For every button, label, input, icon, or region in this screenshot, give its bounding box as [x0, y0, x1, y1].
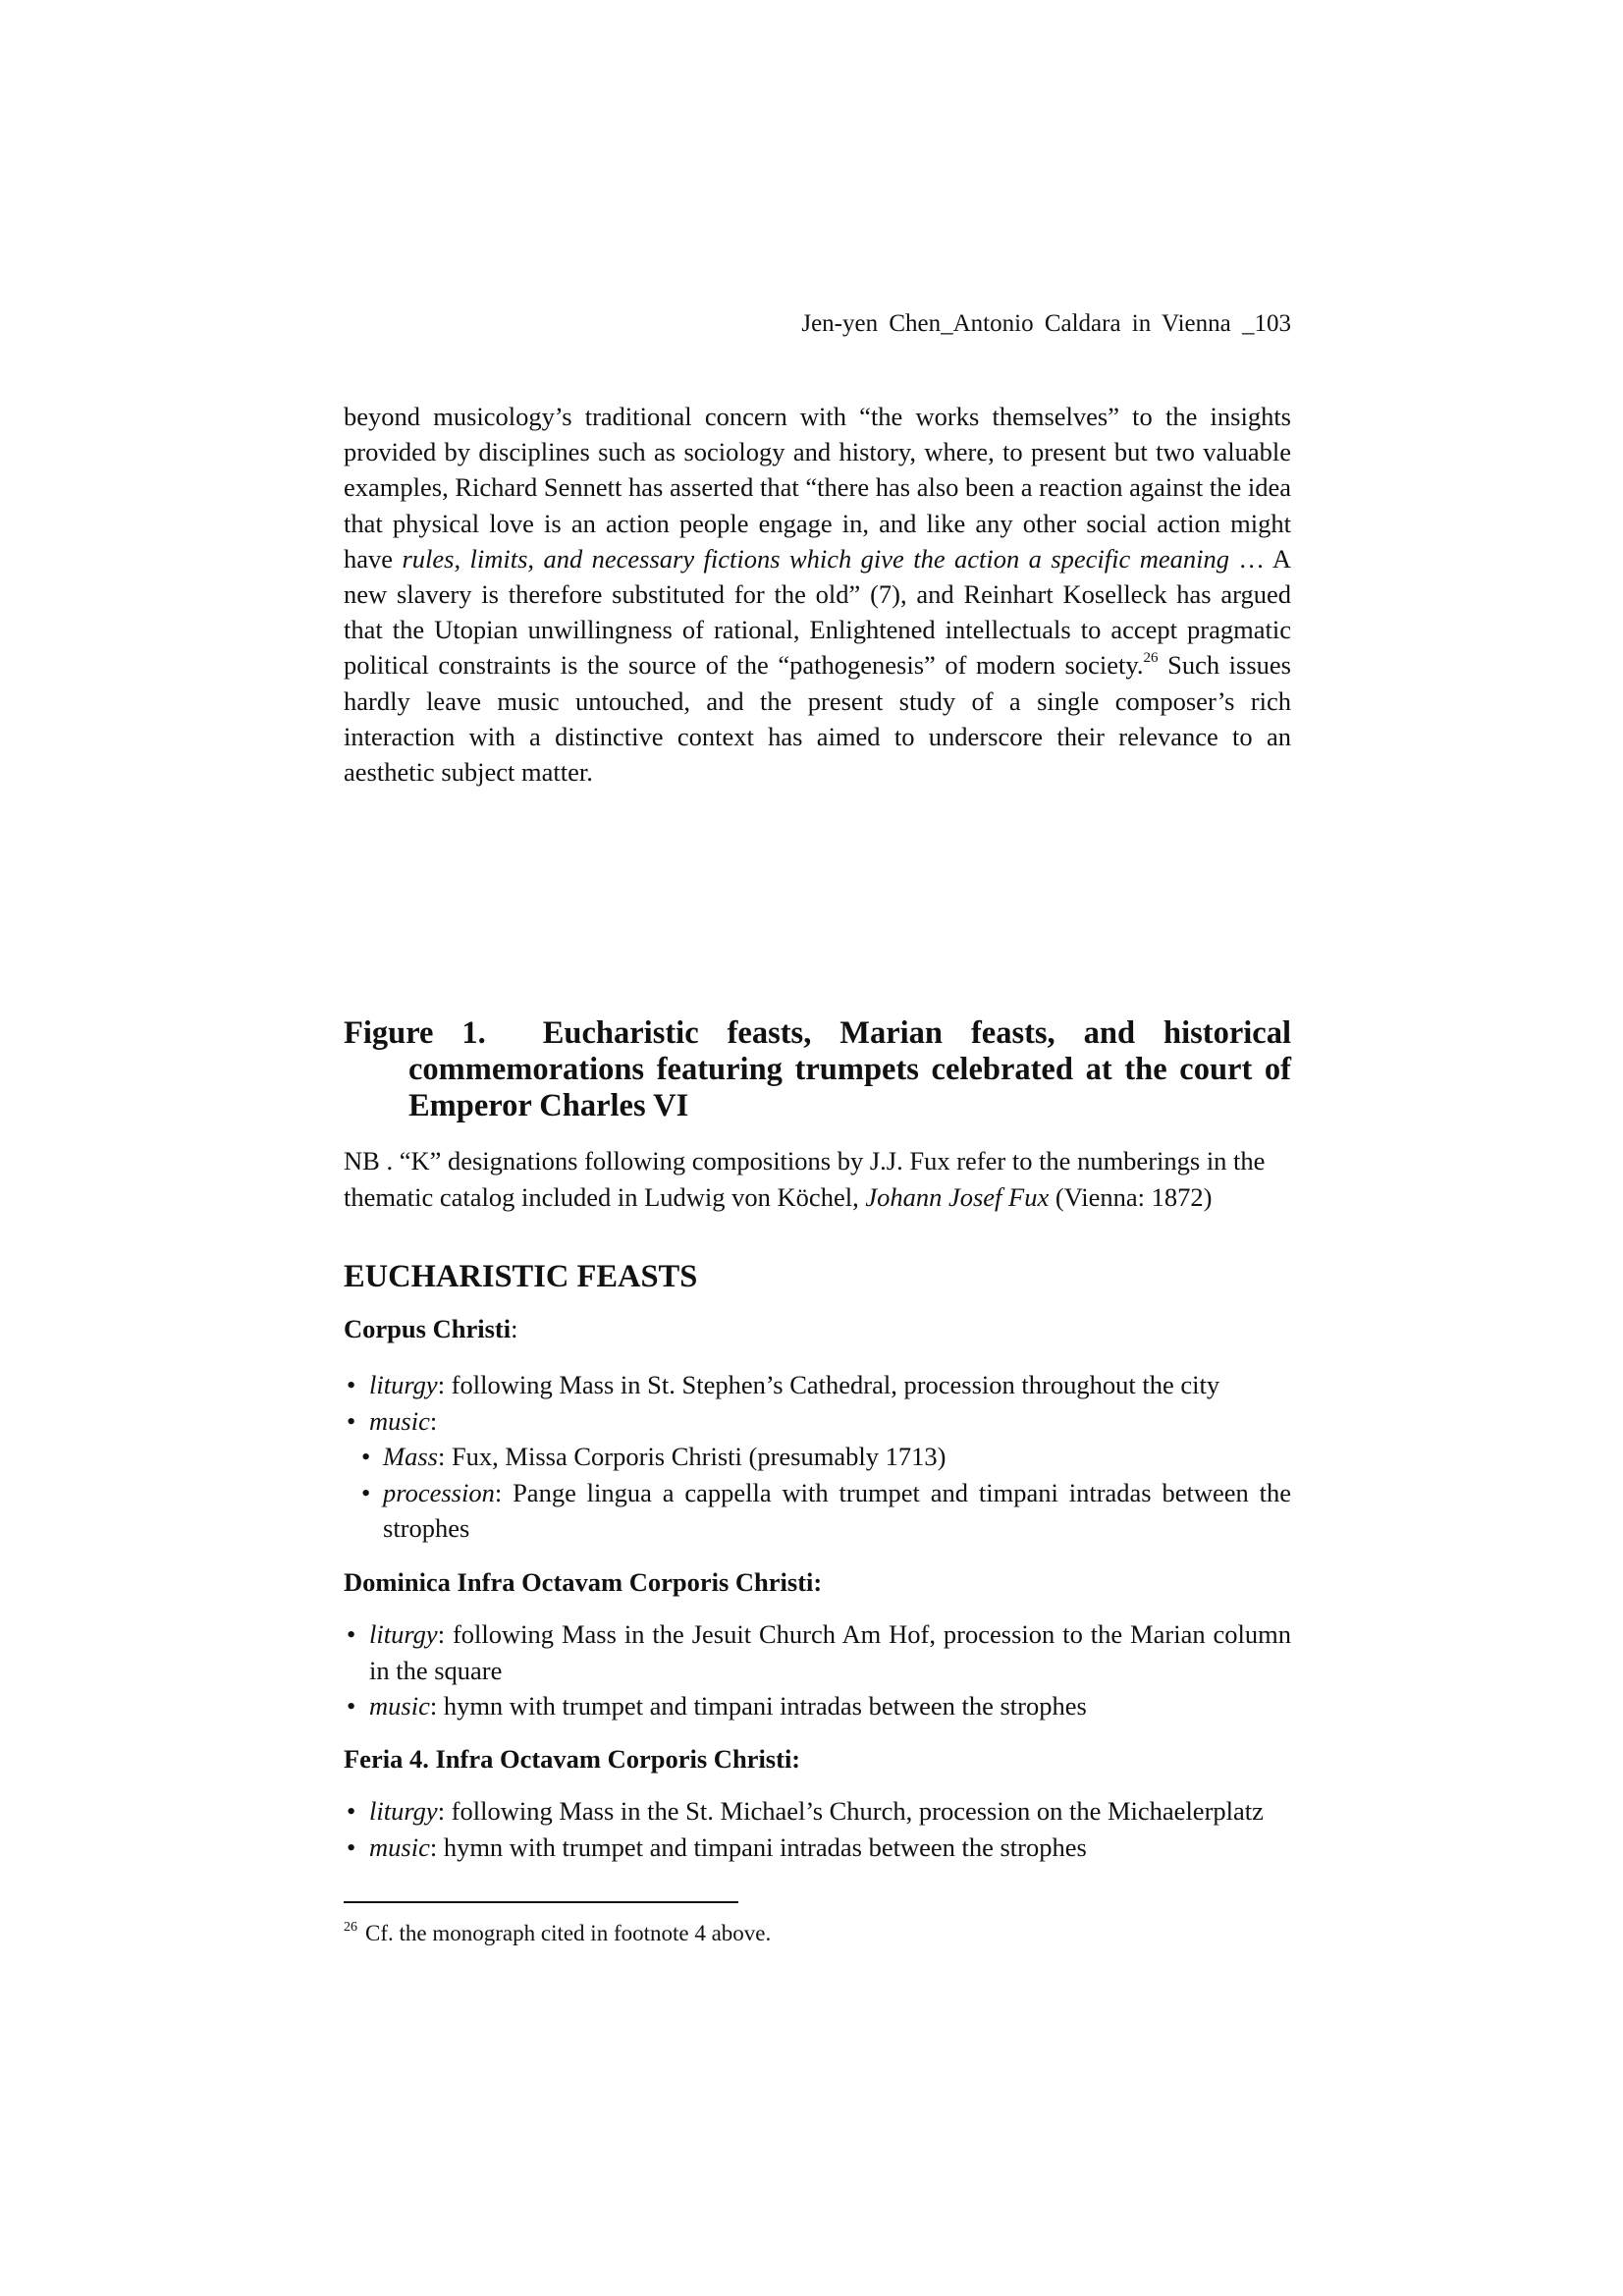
feast-heading-dominica: Dominica Infra Octavam Corporis Christi: — [344, 1567, 823, 1597]
running-head: Jen-yen Chen_Antonio Caldara in Vienna _103 — [801, 310, 1291, 337]
list-item: • procession: Pange lingua a cappella with trumpet and timpani intradas between the strophes — [344, 1475, 1291, 1547]
figure-note: NB . “K” designations following compositions by J.J. Fux refer to the numberings in the thematic catalog included in Ludwig von Köchel, Johann Josef Fux (Vienna: 1872) — [344, 1146, 1266, 1212]
list-item: • liturgy: following Mass in the Jesuit Church Am Hof, procession to the Marian column in the square — [344, 1616, 1291, 1688]
dominica-list — [344, 1616, 1291, 1724]
footnote-number: 26 — [344, 1920, 357, 1935]
feast-heading-feria: Feria 4. Infra Octavam Corporis Christi: — [344, 1744, 801, 1774]
figure-caption-line1: Figure 1. Eucharistic feasts, Marian feasts, and historical — [344, 1015, 1291, 1051]
list-item: • liturgy: following Mass in the St. Michael’s Church, procession on the Michaelerplatz — [344, 1793, 1291, 1830]
footnote-text: Cf. the monograph cited in footnote 4 above. — [365, 1921, 772, 1945]
list-item: • music: — [344, 1403, 1291, 1440]
figure-number: Figure 1. — [344, 1015, 486, 1051]
paragraph-quote-italic: rules, limits, and necessary fictions which give the action a specific meaning — [402, 543, 1229, 574]
feast-heading-corpus-christi: Corpus Christi: — [344, 1314, 518, 1343]
list-item: • music: hymn with trumpet and timpani intradas between the strophes — [344, 1688, 1291, 1724]
section-heading: EUCHARISTIC FEASTS — [344, 1259, 698, 1294]
paragraph-text: beyond musicology’s traditional concern with “the works themselves” to the insights provided by disciplines such as sociology and history, where, to present but two valuable examples, Richard Sennett has asserted that “there has also been a reaction against the idea that physical love is an action people engage in, and like any other social action might have — [344, 402, 1291, 574]
corpus-christi-list — [344, 1367, 1291, 1547]
footnote-divider — [344, 1901, 738, 1903]
body-paragraph — [344, 399, 1291, 790]
figure-caption-rest: commemorations featuring trumpets celebrated at the court of Emperor Charles VI — [408, 1052, 1291, 1123]
feria-list — [344, 1793, 1291, 1865]
list-item: • Mass: Fux, Missa Corporis Christi (presumably 1713) — [344, 1439, 1291, 1475]
list-item: • music: hymn with trumpet and timpani intradas between the strophes — [344, 1830, 1291, 1866]
list-item: • liturgy: following Mass in St. Stephen’s Cathedral, procession throughout the city — [344, 1367, 1291, 1403]
book-title: Johann Josef Fux — [865, 1181, 1050, 1212]
figure-caption — [344, 1015, 1291, 1124]
figure-title — [344, 1015, 1291, 1124]
footnote-reference[interactable]: 26 — [1143, 650, 1159, 667]
paragraph-text: Such issues hardly leave music untouched, and the present study of a single composer’s rich interaction with a distinctive context has aimed to underscore their relevance to an aesthetic subject matter. — [344, 650, 1291, 788]
paragraph-text: … A new slavery is therefore substituted for the old” (7), and Reinhart Koselleck has argued that the Utopian unwillingness of rational, Enlightened intellectuals to accept pragmatic political constraints is the source of the “pathogenesis” of modern society. — [344, 543, 1291, 681]
footnote — [344, 1921, 771, 1946]
